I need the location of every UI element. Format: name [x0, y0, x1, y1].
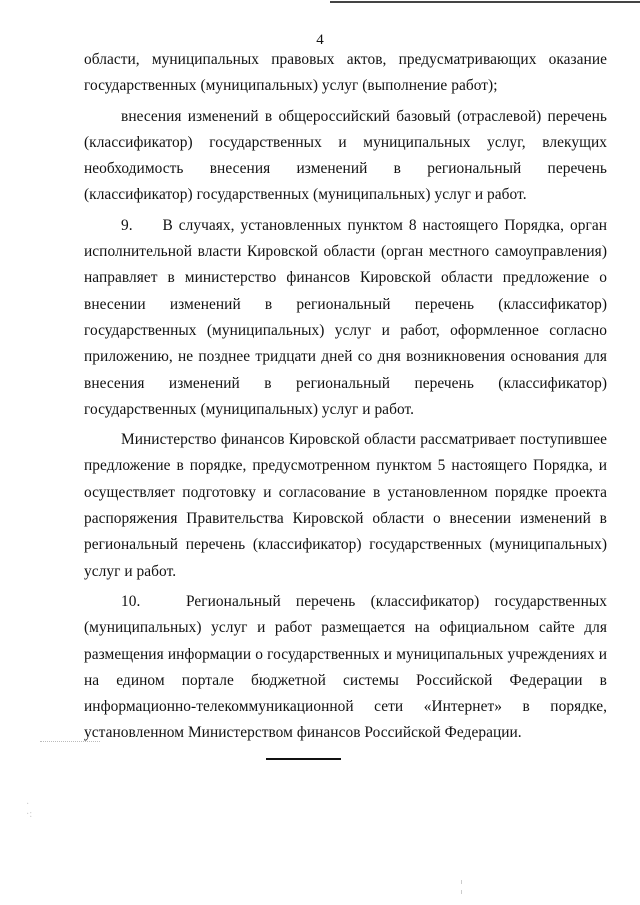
end-of-document-line	[266, 758, 341, 760]
scan-artifact-dot	[461, 890, 462, 894]
document-body	[84, 47, 607, 747]
paragraph-continuation: области, муниципальных правовых актов, предусматривающих оказание государственных (муниципальных) услуг (выполнение работ);	[84, 51, 607, 95]
scan-artifact-mark: · ·:	[26, 799, 33, 820]
paragraph-item-9: 9. В случаях, установленных пунктом 8 настоящего Порядка, орган исполнительной власти Кировской области (орган местного самоуправления) направляет в министерство финансов Кировской области предложение о внесении изменений в региональный перечень (классификатор) государственных (муниципальных) услуг и работ, оформленное согласно приложению, не позднее тридцати дней со дня возникновения основания для внесения изменений в региональный перечень (классификатор) государственных (муниципальных) услуг и работ.	[84, 216, 607, 418]
paragraph-item-10: 10. Региональный перечень (классификатор) государственных (муниципальных) услуг и работ размещается на официальном сайте для размещения информации о государственных и муниципальных учреждениях и на едином портале бюджетной системы Российской Федерации в информационно-телекоммуникационной сети «Интернет» в порядке, установленном Министерством финансов Российской Федерации.	[84, 592, 607, 742]
page-number: 4	[316, 32, 324, 48]
scan-artifact-dots	[40, 741, 100, 744]
paragraph-changes-base-list: внесения изменений в общероссийский базовый (отраслевой) перечень (классификатор) государственных и муниципальных услуг, влекущих необходимость внесения изменений в региональный перечень (классификатор) государственных (муниципальных) услуг и работ.	[84, 107, 607, 204]
paragraph-ministry-review: Министерство финансов Кировской области рассматривает поступившее предложение в порядке, предусмотренном пунктом 5 настоящего Порядка, и осуществляет подготовку и согласование в установленном порядке проекта распоряжения Правительства Кировской области о внесении изменений в региональный перечень (классификатор) государственных (муниципальных) услуг и работ.	[84, 431, 607, 580]
top-scan-line	[330, 1, 640, 3]
scan-artifact-dot	[461, 880, 462, 884]
